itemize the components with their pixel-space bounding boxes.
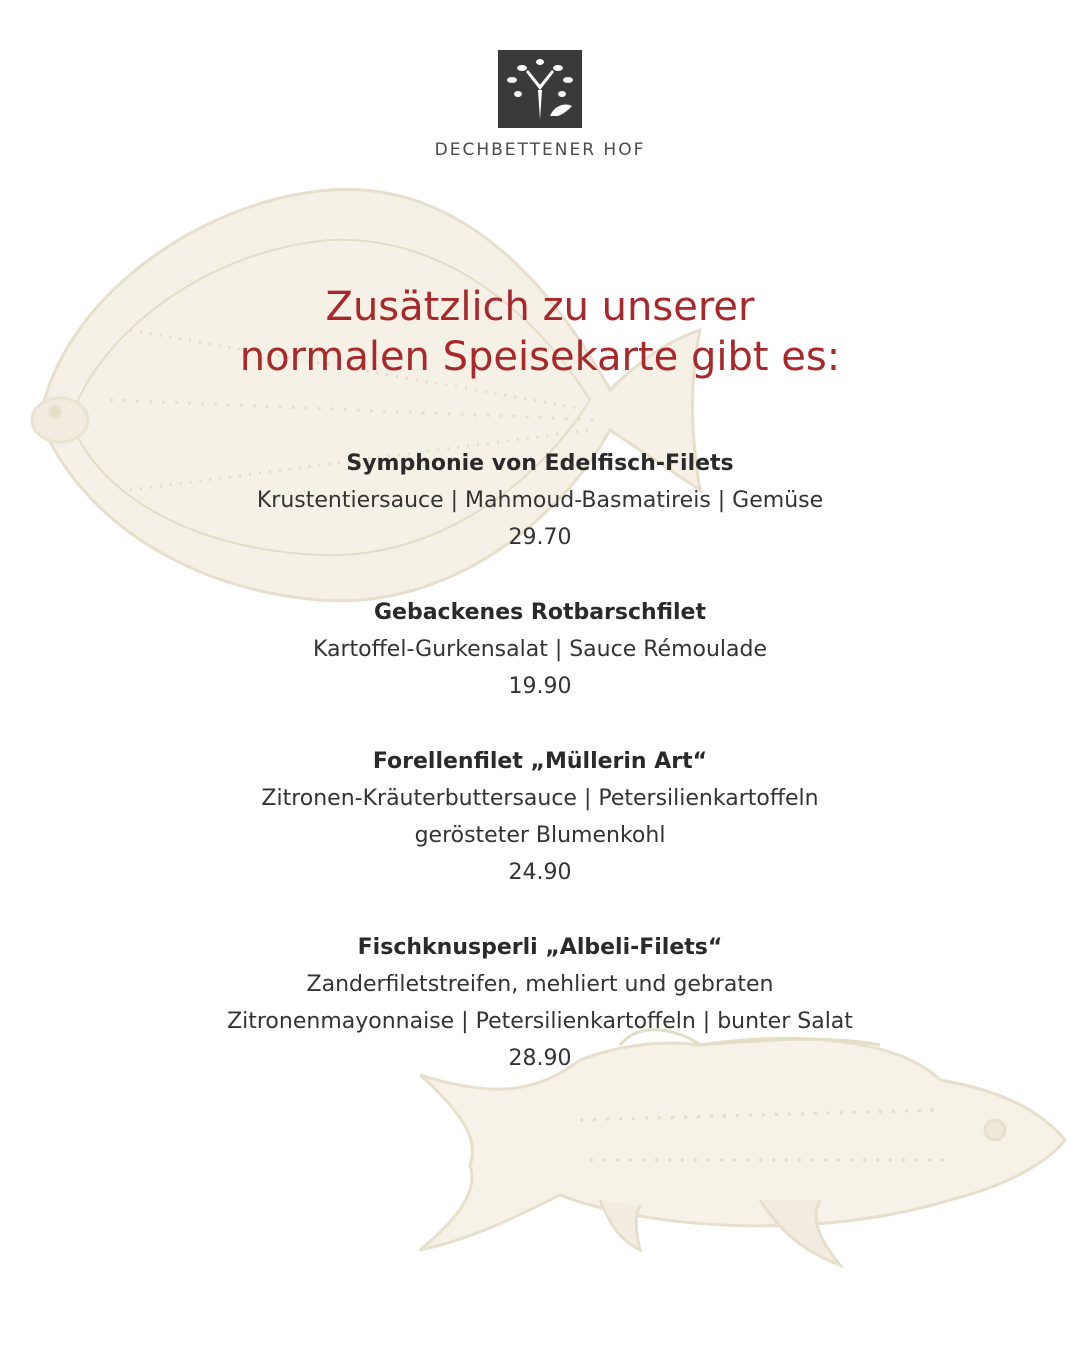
dish-description: Zitronen-Kräuterbuttersauce | Petersilienkartoffeln (261, 786, 819, 811)
dish-description: gerösteter Blumenkohl (414, 823, 666, 848)
menu-item (0, 594, 1080, 705)
dish-price: 28.90 (508, 1046, 572, 1071)
tree-deer-logo-icon (498, 50, 582, 128)
brand-name: DECHBETTENER HOF (434, 140, 646, 160)
menu-item (0, 929, 1080, 1077)
dish-description: Krustentiersauce | Mahmoud-Basmatireis | Gemüse (256, 488, 824, 513)
dish-name: Forellenfilet „Müllerin Art“ (372, 749, 708, 774)
menu-item (0, 743, 1080, 891)
menu-list (0, 445, 1080, 1077)
dish-price: 29.70 (508, 525, 572, 550)
dish-price: 19.90 (508, 674, 572, 699)
dish-name: Symphonie von Edelfisch-Filets (346, 451, 734, 476)
dish-name: Gebackenes Rotbarschfilet (373, 600, 706, 625)
title-line-1: Zusätzlich zu unserer (325, 284, 755, 330)
page-title (0, 282, 1080, 382)
dish-name: Fischknusperli „Albeli-Filets“ (357, 935, 723, 960)
title-line-2: normalen Speisekarte gibt es: (239, 334, 841, 380)
menu-item (0, 445, 1080, 556)
dish-description: Kartoffel-Gurkensalat | Sauce Rémoulade (312, 637, 767, 662)
dish-description: Zanderfiletstreifen, mehliert und gebraten (306, 972, 774, 997)
dish-price: 24.90 (508, 860, 572, 885)
dish-description: Zitronenmayonnaise | Petersilienkartoffeln | bunter Salat (227, 1009, 853, 1034)
